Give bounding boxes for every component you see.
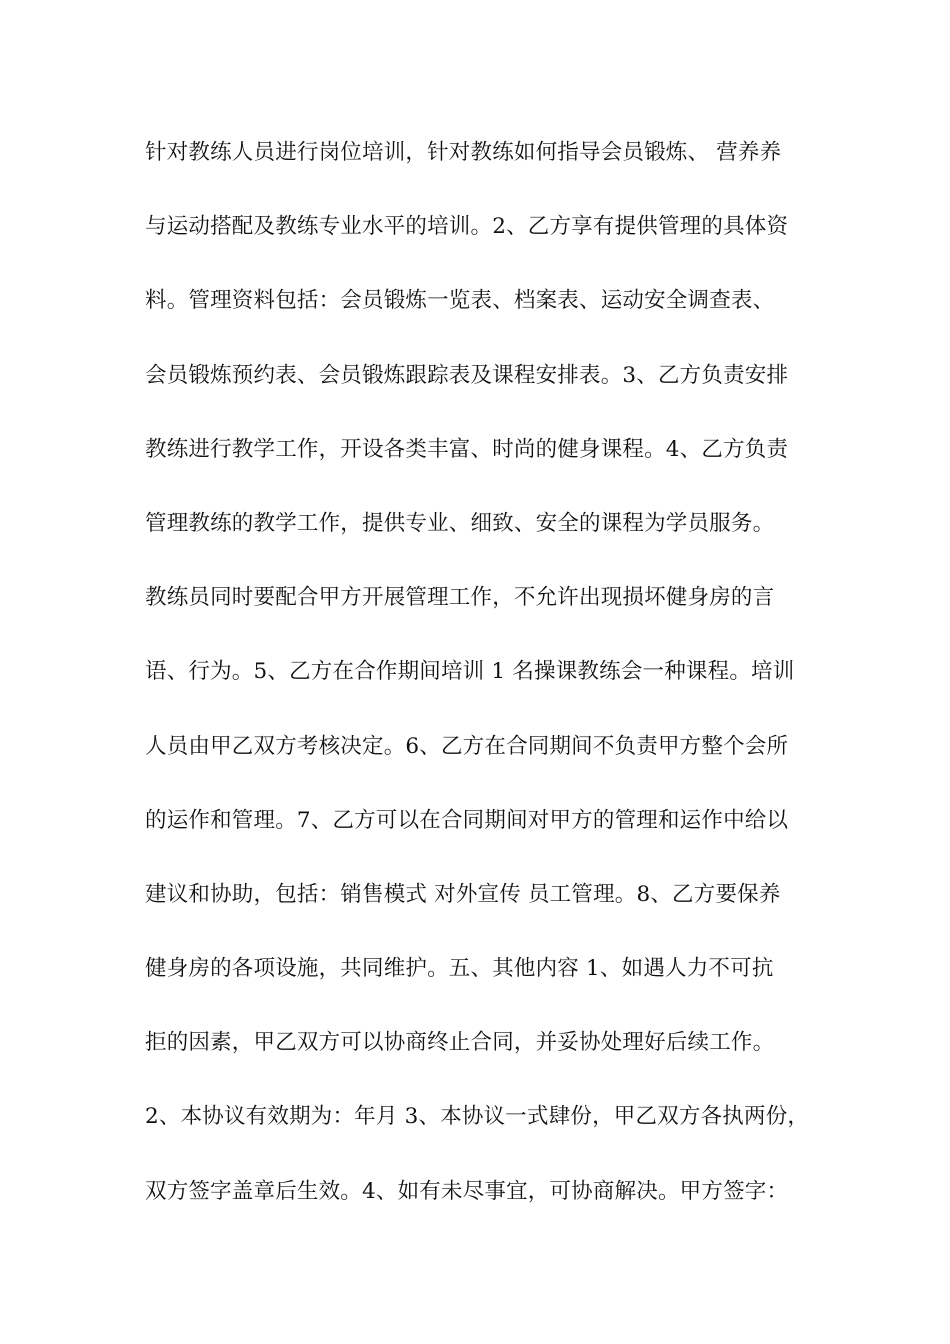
text-line: 的运作和管理。7、乙方可以在合同期间对甲方的管理和运作中给以: [145, 807, 789, 833]
text-line: 料。管理资料包括：会员锻炼一览表、档案表、运动安全调查表、: [145, 288, 775, 314]
text-line: 2、本协议有效期为：年月 3、本协议一式肆份，甲乙双方各执两份，: [145, 1104, 810, 1130]
text-line: 与运动搭配及教练专业水平的培训。2、乙方享有提供管理的具体资: [145, 214, 789, 240]
text-line: 双方签字盖章后生效。4、如有未尽事宜，可协商解决。甲方签字：: [145, 1178, 789, 1204]
text-line: 管理教练的教学工作，提供专业、细致、安全的课程为学员服务。: [145, 510, 775, 536]
text-line: 教练员同时要配合甲方开展管理工作，不允许出现损坏健身房的言: [145, 585, 775, 611]
text-line: 人员由甲乙双方考核决定。6、乙方在合同期间不负责甲方整个会所: [145, 733, 789, 759]
text-line: 会员锻炼预约表、会员锻炼跟踪表及课程安排表。3、乙方负责安排: [145, 362, 789, 388]
text-line: 教练进行教学工作，开设各类丰富、时尚的健身课程。4、乙方负责: [145, 436, 789, 462]
contract-body-text: [145, 128, 815, 1241]
text-line: 语、行为。5、乙方在合作期间培训 1 名操课教练会一种课程。培训: [145, 659, 795, 685]
text-line: 拒的因素，甲乙双方可以协商终止合同，并妥协处理好后续工作。: [145, 1030, 775, 1056]
text-line: 健身房的各项设施，共同维护。五、其他内容 1、如遇人力不可抗: [145, 956, 774, 982]
text-line: 针对教练人员进行岗位培训，针对教练如何指导会员锻炼、 营养养: [145, 140, 782, 165]
text-line: 建议和协助，包括：销售模式 对外宣传 员工管理。8、乙方要保养: [145, 881, 781, 907]
